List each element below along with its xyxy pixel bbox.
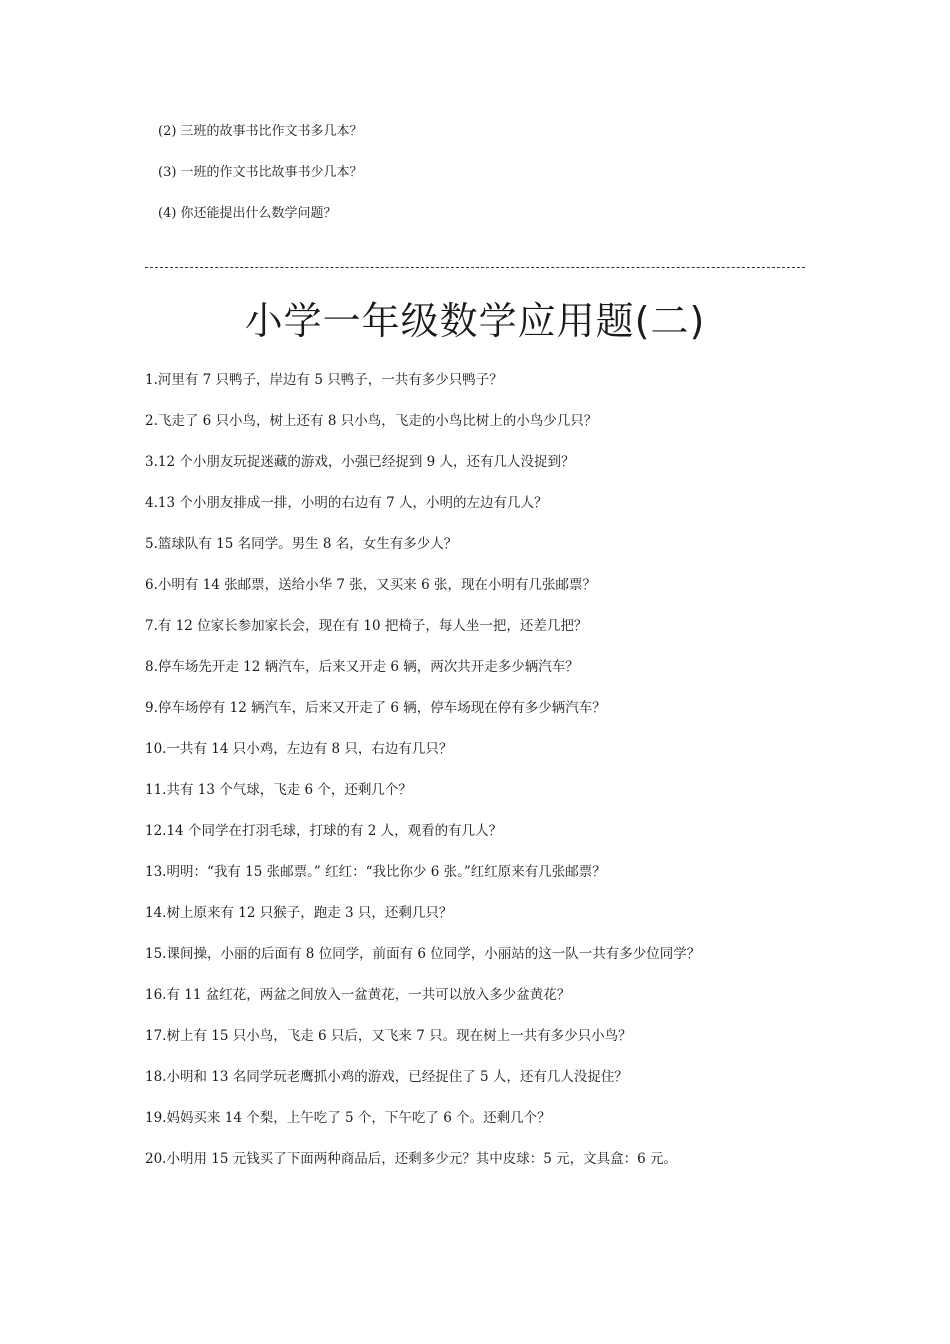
question-15: 15.课间操，小丽的后面有 8 位同学，前面有 6 位同学，小丽站的这一队一共有多少位同学？ (145, 946, 701, 962)
question-10: 10.一共有 14 只小鸡，左边有 8 只，右边有几只？ (145, 741, 453, 757)
question-14: 14.树上原来有 12 只猴子，跑走 3 只，还剩几只？ (145, 905, 453, 921)
section-divider (145, 267, 805, 268)
question-7: 7.有 12 位家长参加家长会，现在有 10 把椅子，每人坐一把，还差几把？ (145, 618, 588, 634)
question-17: 17.树上有 15 只小鸟，飞走 6 只后，又飞来 7 只。现在树上一共有多少只小鸟？ (145, 1028, 632, 1044)
page-title: 小学一年级数学应用题(二) (244, 299, 706, 343)
question-9: 9.停车场停有 12 辆汽车，后来又开走了 6 辆，停车场现在停有多少辆汽车？ (145, 700, 606, 716)
sub-question-2: (2) 三班的故事书比作文书多几本？ (158, 124, 363, 139)
question-16: 16.有 11 盆红花，两盆之间放入一盆黄花，一共可以放入多少盆黄花？ (145, 987, 571, 1003)
question-18: 18.小明和 13 名同学玩老鹰抓小鸡的游戏，已经捉住了 5 人，还有几人没捉住？ (145, 1069, 628, 1085)
question-8: 8.停车场先开走 12 辆汽车，后来又开走 6 辆，两次共开走多少辆汽车？ (145, 659, 579, 675)
question-13: 13.明明：“我有 15 张邮票。” 红红：“我比你少 6 张。”红红原来有几张邮票？ (145, 864, 606, 880)
question-11: 11.共有 13 个气球，飞走 6 个，还剩几个？ (145, 782, 412, 798)
question-20: 20.小明用 15 元钱买了下面两种商品后，还剩多少元？其中皮球：5 元，文具盒：6 元。 (145, 1151, 677, 1167)
question-4: 4.13 个小朋友排成一排，小明的右边有 7 人，小明的左边有几人？ (145, 495, 548, 511)
question-3: 3.12 个小朋友玩捉迷藏的游戏，小强已经捉到 9 人，还有几人没捉到？ (145, 454, 575, 470)
question-5: 5.篮球队有 15 名同学。男生 8 名，女生有多少人？ (145, 536, 458, 552)
sub-question-3: (3) 一班的作文书比故事书少几本？ (158, 165, 363, 180)
question-12: 12.14 个同学在打羽毛球，打球的有 2 人，观看的有几人？ (145, 823, 503, 839)
question-2: 2.飞走了 6 只小鸟，树上还有 8 只小鸟，飞走的小鸟比树上的小鸟少几只？ (145, 413, 598, 429)
question-6: 6.小明有 14 张邮票，送给小华 7 张，又买来 6 张，现在小明有几张邮票？ (145, 577, 596, 593)
question-19: 19.妈妈买来 14 个梨，上午吃了 5 个，下午吃了 6 个。还剩几个？ (145, 1110, 551, 1126)
question-1: 1.河里有 7 只鸭子，岸边有 5 只鸭子，一共有多少只鸭子？ (145, 372, 503, 388)
sub-question-4: (4) 你还能提出什么数学问题？ (158, 206, 337, 221)
